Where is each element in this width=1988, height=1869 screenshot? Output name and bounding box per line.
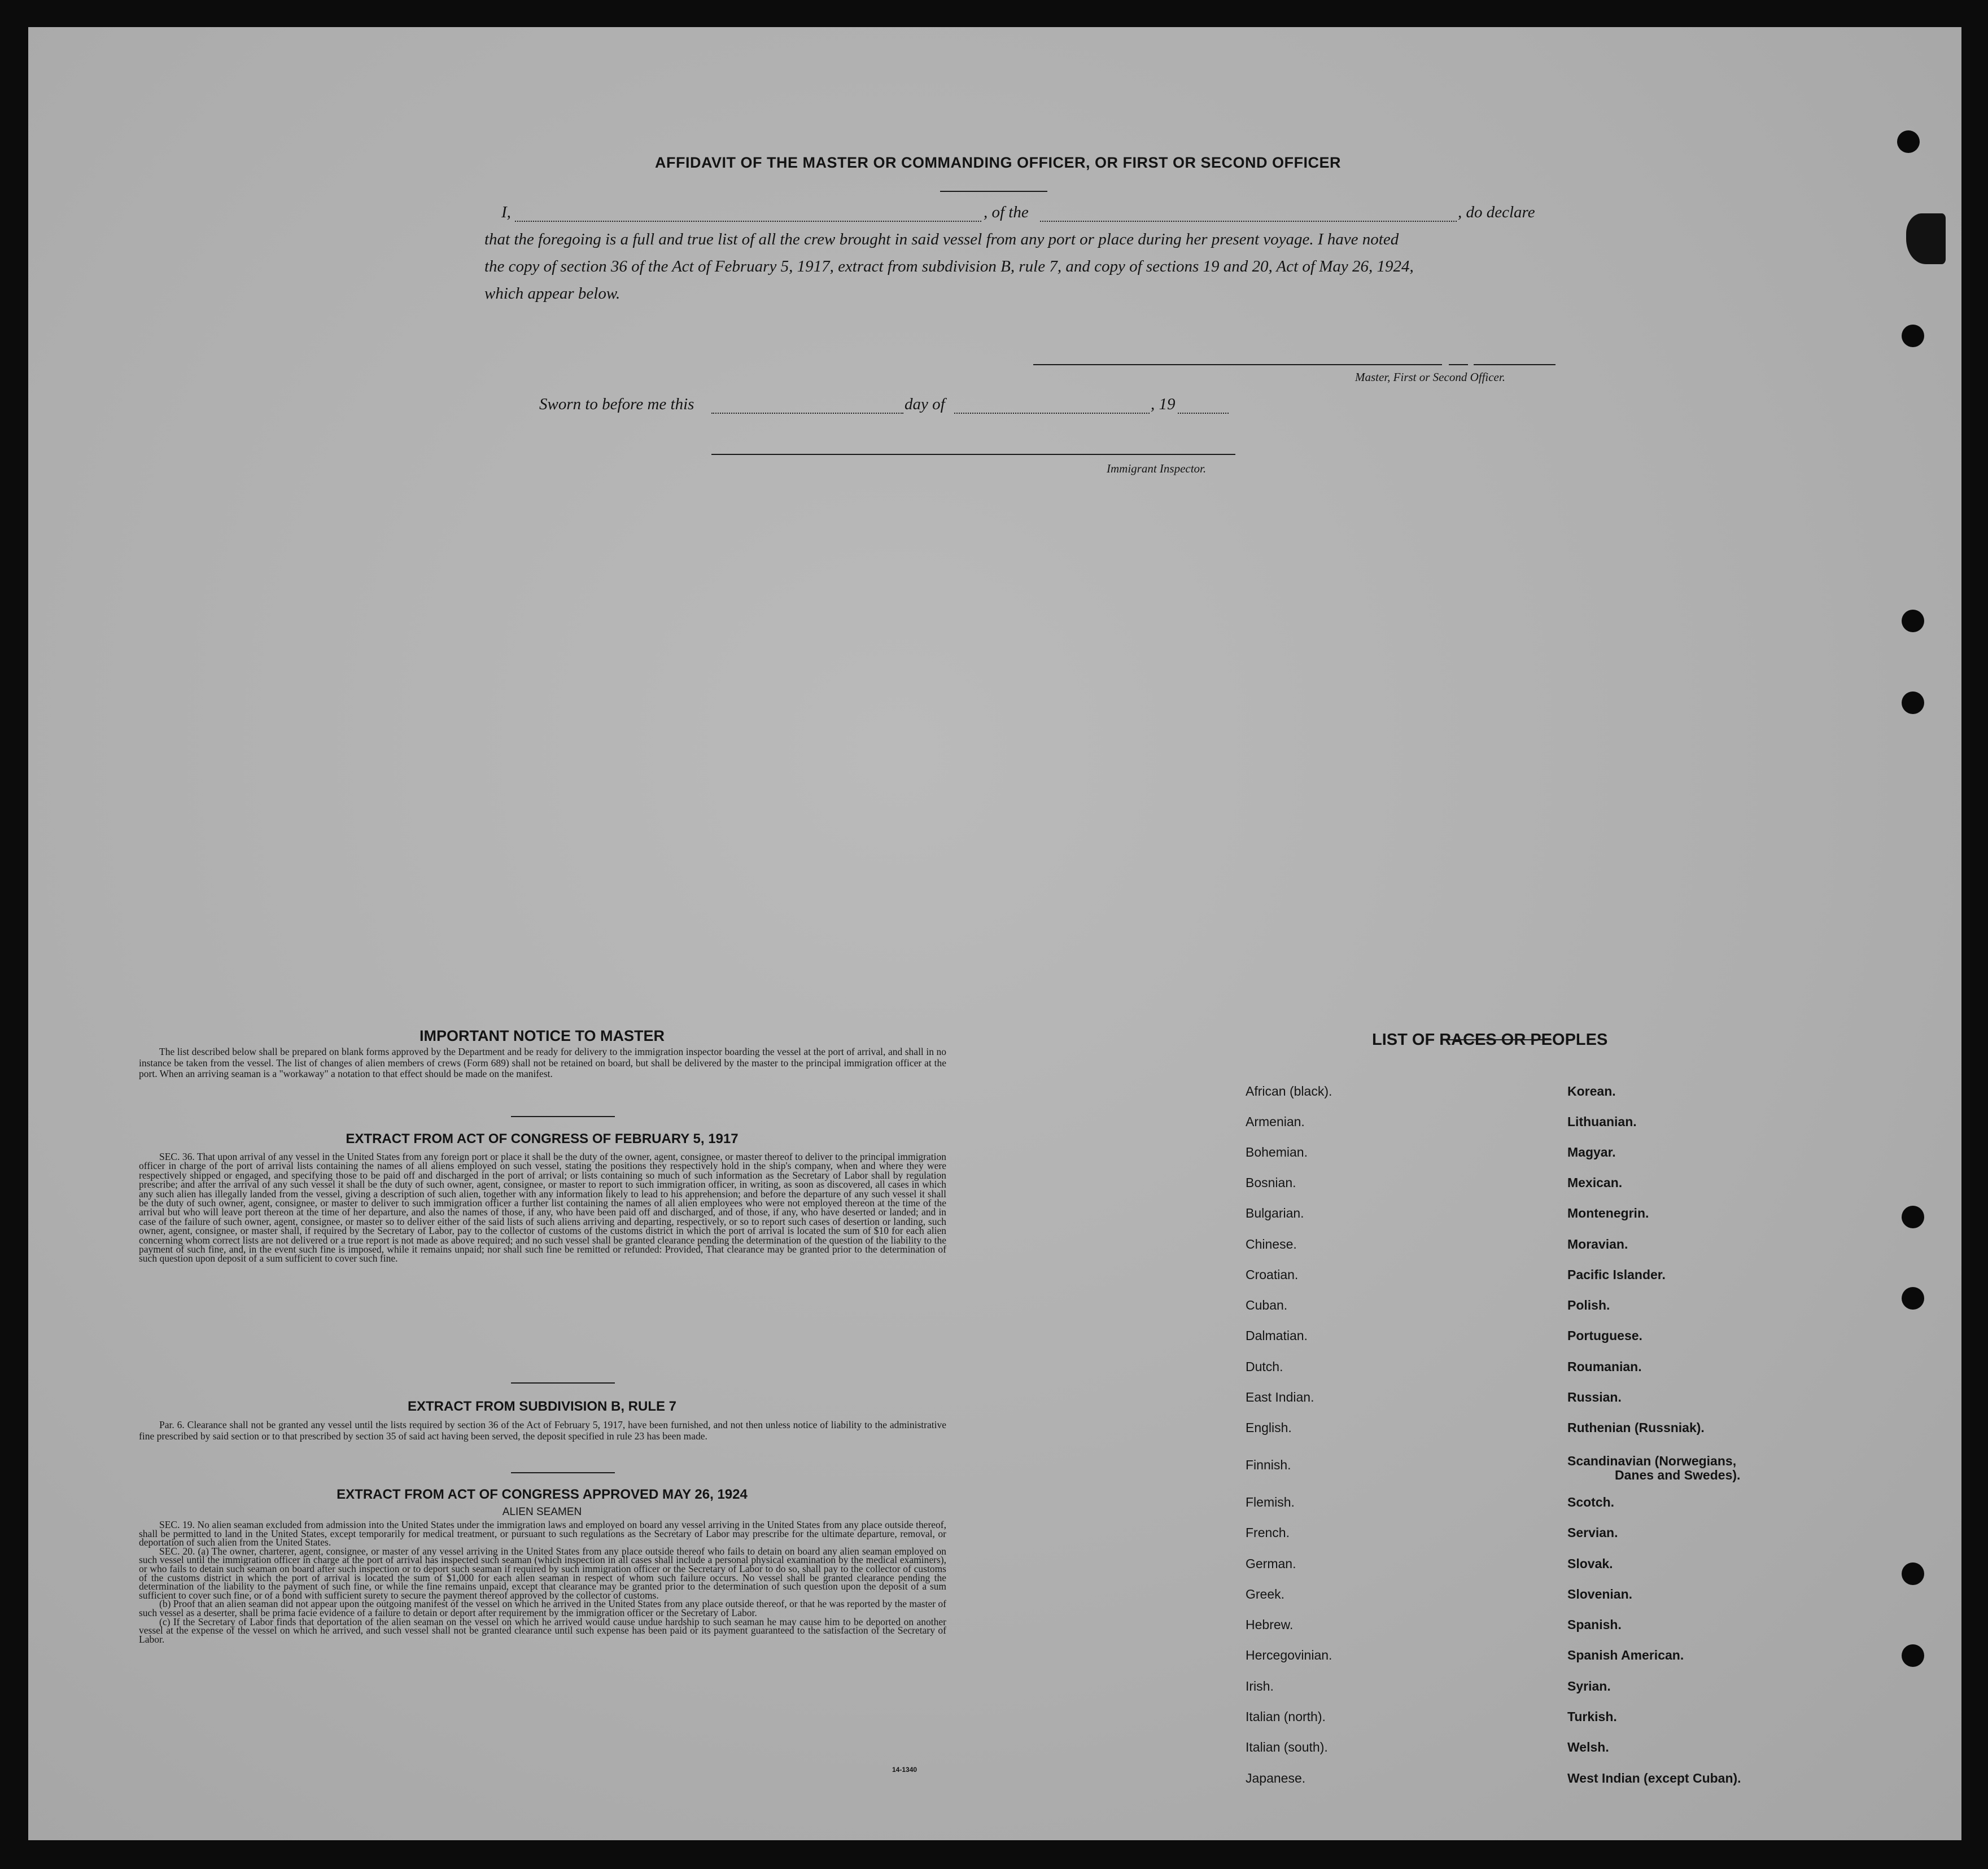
races-title: LIST OF RACES OR PEOPLES [1372,1031,1608,1049]
race-item: Bohemian. [1246,1145,1308,1159]
race-item: Flemish. [1246,1495,1295,1509]
race-item: Cuban. [1246,1298,1288,1312]
race-item: Korean. [1567,1084,1616,1098]
race-item: Scotch. [1567,1495,1615,1509]
race-item: Montenegrin. [1567,1206,1649,1220]
race-item: Ruthenian (Russniak). [1567,1420,1705,1435]
title-underline [940,191,1047,192]
affidavit-title: AFFIDAVIT OF THE MASTER OR COMMANDING OFFICER, OR FIRST OR SECOND OFFICER [655,154,1341,171]
year-prefix-label: , 19 [1151,395,1176,413]
race-item: African (black). [1246,1084,1332,1098]
race-item: East Indian. [1246,1390,1314,1404]
race-item: French. [1246,1525,1290,1540]
punch-hole [1902,1562,1924,1585]
paper-tear [1906,213,1946,264]
race-item: Lithuanian. [1567,1114,1637,1129]
punch-hole [1902,325,1924,347]
sworn-label: Sworn to before me this [539,395,694,413]
sworn-day-blank [711,413,903,414]
race-item: Hercegovinian. [1246,1648,1332,1662]
vessel-blank-line [1040,221,1457,222]
race-item: Spanish American. [1567,1648,1684,1662]
race-item: Servian. [1567,1525,1618,1540]
punch-hole [1902,1287,1924,1310]
document-page [28,27,1961,1840]
par-6-paragraph: Par. 6. Clearance shall not be granted any vessel until the lists required by section 36 of the Act of February 5, 1917, have been furnished, and not then unless notice of liability to the administrative fine prescribed by said section or to that prescribed by section 35 of said act having been served, the deposit specified in rule 23 has been made. [139,1419,946,1442]
sec-20a-paragraph: SEC. 20. (a) The owner, charterer, agent, consignee, or master of any vessel arriving in the United States from any place outside thereof who fails to detain on board any alien seaman employed on such vessel until the immigration officer in charge at the port of arrival has inspected such seaman (which inspection in all cases shall include a personal physical examination by the medical examiners), or who fails to detain such seaman on board after such inspection or to deport such seaman if required by such immigration officer or the Secretary of Labor to do so, shall pay to the collector of customs of the customs district in which the port of arrival is located the sum of $1,000 for each alien seaman in respect of whom such failure occurs. No vessel shall be granted clearance pending the determination of the liability to the payment of such fine, or while the fine remains unpaid, except that clearance may be granted prior to the determination of such question upon the deposit of a sum sufficient to cover such fine, or of a bond with sufficient surety to secure the payment thereof approved by the collector of customs. [139,1545,946,1601]
section-divider [511,1472,615,1473]
master-signature-line-end [1474,364,1556,365]
race-item: Roumanian. [1567,1359,1642,1374]
race-item: Croatian. [1246,1267,1299,1282]
race-item: Moravian. [1567,1237,1628,1251]
race-item: Polish. [1567,1298,1610,1312]
notice-title: IMPORTANT NOTICE TO MASTER [420,1027,665,1044]
rule-7-title: EXTRACT FROM SUBDIVISION B, RULE 7 [407,1399,677,1414]
punch-hole [1902,610,1924,632]
race-item: Russian. [1567,1390,1622,1404]
race-item: Mexican. [1567,1175,1623,1190]
punch-hole [1897,130,1920,153]
race-item: Slovak. [1567,1556,1613,1571]
race-item: Portuguese. [1567,1328,1642,1343]
extract-1924-title: EXTRACT FROM ACT OF CONGRESS APPROVED MAY 26, 1924 [337,1487,748,1502]
race-item: German. [1246,1556,1296,1571]
inspector-caption: Immigrant Inspector. [1107,462,1207,475]
affidavit-of-the-label: , of the [984,203,1029,221]
sec-36-paragraph: SEC. 36. That upon arrival of any vessel in the United States from any foreign port or place it shall be the duty of the owner, agent, consignee, or master thereof to deliver to the principal immigration officer in charge of the port of arrival lists containing the names of all aliens employed on such vessel, stating the positions they respectively hold in the ship's company, when and where they were respectively shipped or engaged, and specifying those to be paid off and discharged in the port of arrival; or lists containing so much of such information as the Secretary of Labor shall by regulation prescribe; and after the arrival of any such vessel it shall be the duty of such owner, agent, consignee, or master to report to such immigration officer, in writing, as soon as discovered, all cases in which any such alien has illegally landed from the vessel, giving a description of such alien, together with any information likely to lead to his apprehension; and before the departure of any such vessel it shall be the duty of such owner, agent, consignee, or master to deliver to such immigration officer a further list containing the names of all alien employees who were not employed thereon at the time of the arrival but who will leave port thereon at the time of her departure, and also the names of those, if any, who have been paid off and discharged, and of those, if any, who have deserted or landed; and in case of the failure of such owner, agent, consignee, or master so to deliver either of the said lists of such aliens arriving and departing, respectively, or so to report such cases of desertion or landing, such owner, agent, consignee, or master shall, if required by the Secretary of Labor, pay to the collector of customs of the customs district in which the port of arrival is located the sum of $10 for each alien concerning whom correct lists are not delivered or a true report is not made as above required; and no such vessel shall be granted clearance pending the determination of the question of the liability to the payment of such fine, and, in the event such fine is imposed, while it remains unpaid; nor shall such fine be remitted or refunded: Provided, That clearance may be granted prior to the determination of such question upon deposit of a sum sufficient to cover such fine. [139,1151,946,1264]
sec-20c-paragraph: (c) If the Secretary of Labor finds that deportation of the alien seaman on the vessel on which he arrived would cause undue hardship to such seaman he may cause him to be deported on another vessel at the expense of the vessel on which he arrived, and such vessel shall not be granted clearance until such expense has been paid or its payment guaranteed to the satisfaction of the Secretary of Labor. [139,1616,946,1645]
race-item: Bosnian. [1246,1175,1296,1190]
race-item: Dutch. [1246,1359,1283,1374]
race-item: Irish. [1246,1679,1274,1693]
race-item: Hebrew. [1246,1617,1294,1632]
sworn-month-blank [954,413,1150,414]
race-item: West Indian (except Cuban). [1567,1771,1741,1785]
master-signature-line-short [1449,364,1468,365]
punch-hole [1902,1206,1924,1228]
affidavit-body-line-4: which appear below. [484,284,621,303]
extract-1917-title: EXTRACT FROM ACT OF CONGRESS OF FEBRUARY 5, 1917 [346,1131,739,1146]
section-divider [511,1116,615,1117]
name-blank-line [515,221,981,222]
punch-hole [1902,691,1924,714]
race-item: Bulgarian. [1246,1206,1304,1220]
race-item: Pacific Islander. [1567,1267,1666,1282]
race-item: Greek. [1246,1587,1285,1601]
race-scandinavian-line-2: Danes and Swedes). [1615,1468,1741,1482]
race-item: Italian (north). [1246,1709,1326,1724]
race-item: Spanish. [1567,1617,1622,1632]
race-item: Syrian. [1567,1679,1611,1693]
race-item: Finnish. [1246,1457,1291,1472]
notice-body [139,1047,946,1080]
rule-7-body [139,1420,946,1442]
race-item: Turkish. [1567,1709,1617,1724]
extract-1924-body [139,1521,946,1644]
race-item: Dalmatian. [1246,1328,1308,1343]
race-item: Japanese. [1246,1771,1306,1785]
races-divider [1447,1039,1552,1040]
sworn-year-blank [1178,413,1229,414]
race-item: Scandinavian (Norwegians, [1567,1454,1737,1468]
inspector-signature-line [711,454,1235,455]
section-divider [511,1382,615,1384]
race-item: Chinese. [1246,1237,1297,1251]
notice-paragraph: The list described below shall be prepared on blank forms approved by the Department and be ready for delivery to the immigration inspector boarding the vessel at the port of arrival, and shall in no instance be taken from the vessel. The list of changes of alien members of crews (Form 689) shall not be retained on board, but shall be delivered by the master to the principal immigration officer at the port. When an arriving seaman is a "workaway" a notation to that effect should be made on the manifest. [139,1046,946,1079]
race-item: Welsh. [1567,1740,1609,1754]
punch-hole [1902,1644,1924,1667]
race-item: Italian (south). [1246,1740,1328,1754]
extract-1917-body [139,1152,946,1263]
sec-20b-paragraph: (b) Proof that an alien seaman did not appear upon the outgoing manifest of the vessel on which he arrived in the United States from any place outside thereof, or that he was reported by the master of such vessel as a deserter, shall be prima facie evidence of a failure to detain or deport after requirement by the immigration officer or the Secretary of Labor. [139,1598,946,1618]
race-item: Armenian. [1246,1114,1305,1129]
affidavit-i-label: I, [501,203,511,221]
master-signature-caption: Master, First or Second Officer. [1355,370,1505,384]
alien-seamen-subtitle: ALIEN SEAMEN [502,1506,582,1518]
sec-19-paragraph: SEC. 19. No alien seaman excluded from admission into the United States under the immigration laws and employed on board any vessel arriving in the United States from any place outside thereof, shall be permitted to land in the United States, except temporarily for medical treatment, or pursuant to such regulations as the Secretary of Labor may prescribe for the ultimate departure, removal, or deportation of such alien from the United States. [139,1519,946,1548]
day-of-label: day of [905,395,945,413]
race-item: Magyar. [1567,1145,1616,1159]
race-item: Slovenian. [1567,1587,1633,1601]
affidavit-body-line-2: that the foregoing is a full and true list of all the crew brought in said vessel from any port or place during her present voyage. I have noted [484,230,1399,248]
master-signature-line [1033,364,1442,365]
race-item: English. [1246,1420,1292,1435]
form-number: 14-1340 [892,1766,917,1774]
affidavit-body-line-3: the copy of section 36 of the Act of February 5, 1917, extract from subdivision B, rule 7, and copy of sections 19 and 20, Act of May 26, 1924, [484,257,1414,275]
affidavit-declare-label: , do declare [1458,203,1535,221]
